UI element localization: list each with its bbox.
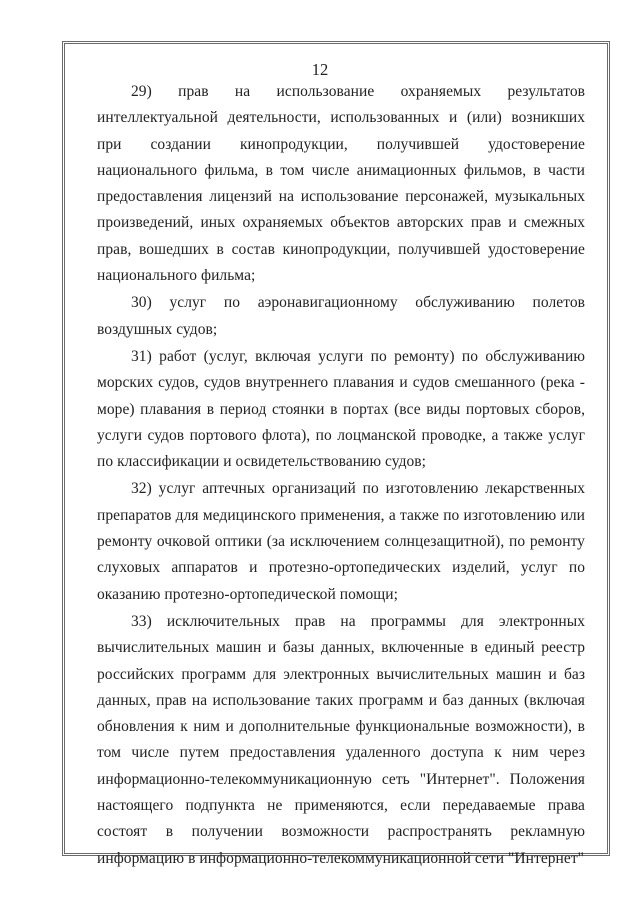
paragraph-item-33: 33) исключительных прав на программы для электронных вычислительных машин и базы данных, включенные в единый реестр российских программ для электронных вычислительных машин и баз данных, прав на использование таких программ и баз данных (включая обновления к ним и дополнительные функциональные возможности), в том числе путем предоставления удаленного доступа к ним через информационно-телекоммуникационную сеть "Интернет". Положения настоящего подпункта не применяются, если передаваемые права состоят в получении возможности распространять рекламную информацию в информационно-телекоммуникационной сети "Интернет" [97, 612, 585, 867]
paragraph-item-30: 30) услуг по аэронавигационному обслуживанию полетов воздушных судов; [97, 294, 585, 338]
paragraph-item-32: 32) услуг аптечных организаций по изготовлению лекарственных препаратов для медицинского применения, а также по изготовлению или ремонту очковой оптики (за исключением солнцезащитной), по ремонту слуховых аппаратов и протезно-ортопедических изделий, услуг по оказанию протезно-ортопедической помощи; [97, 480, 585, 603]
paragraph-item-29: 29) прав на использование охраняемых результатов интеллектуальной деятельности, использованных и (или) возникших при создании кинопродукции, получившей удостоверение национального фильма, в том числе анимационных фильмов, в части предоставления лицензий на использование персонажей, музыкальных произведений, иных охраняемых объектов авторских прав и смежных прав, вошедших в состав кинопродукции, получившей удостоверение национального фильма; [97, 83, 585, 285]
document-body [97, 79, 585, 873]
paragraph-item-31: 31) работ (услуг, включая услуги по ремонту) по обслуживанию морских судов, судов внутреннего плавания и судов смешанного (река - море) плавания в период стоянки в портах (все виды портовых сборов, услуги судов портового флота), по лоцманской проводке, а также услуг по классификации и освидетельствованию судов; [97, 347, 585, 471]
page-number: 12 [311, 60, 329, 79]
